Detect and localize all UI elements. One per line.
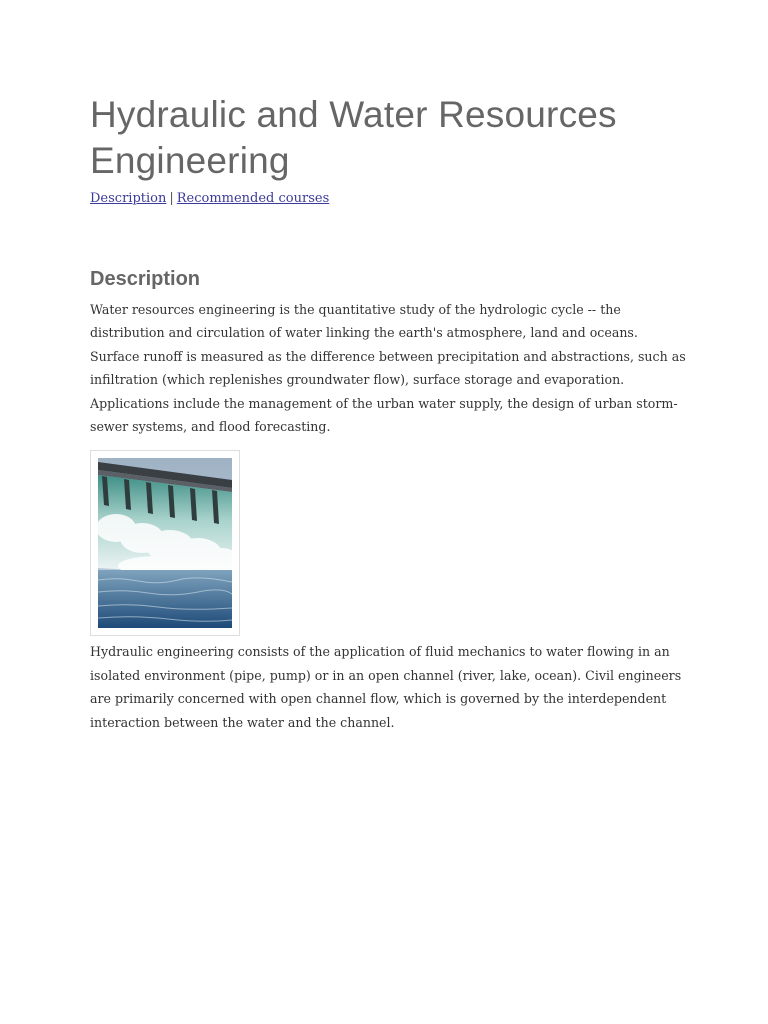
dam-spillway-image (90, 450, 240, 636)
description-paragraph-2: Hydraulic engineering consists of the application of fluid mechanics to water flowing in an isolated environment (pipe, pump) or in an open channel (river, lake, ocean). Civil engineers are primarily concerned with open channel flow, which is governed by the interdependent interaction between the water and the channel. (90, 644, 682, 730)
article (90, 92, 690, 734)
nav-separator: | (169, 191, 174, 206)
nav-link-description[interactable]: Description (90, 191, 167, 206)
section-nav (90, 190, 690, 208)
description-paragraph-1: Water resources engineering is the quantitative study of the hydrologic cycle -- the distribution and circulation of water linking the earth's atmosphere, land and oceans. Surface runoff is measured as the difference between precipitation and abstractions, such as infiltration (which replenishes groundwater flow), surface storage and evaporation. Applications include the management of the urban water supply, the design of urban storm-sewer systems, and flood forecasting. (90, 302, 686, 435)
nav-link-recommended-courses[interactable]: Recommended courses (176, 191, 330, 206)
description-heading: Description (90, 268, 201, 290)
page-title: Hydraulic and Water Resources Engineering (90, 94, 617, 181)
dam-spillway-photo-icon (98, 458, 232, 628)
